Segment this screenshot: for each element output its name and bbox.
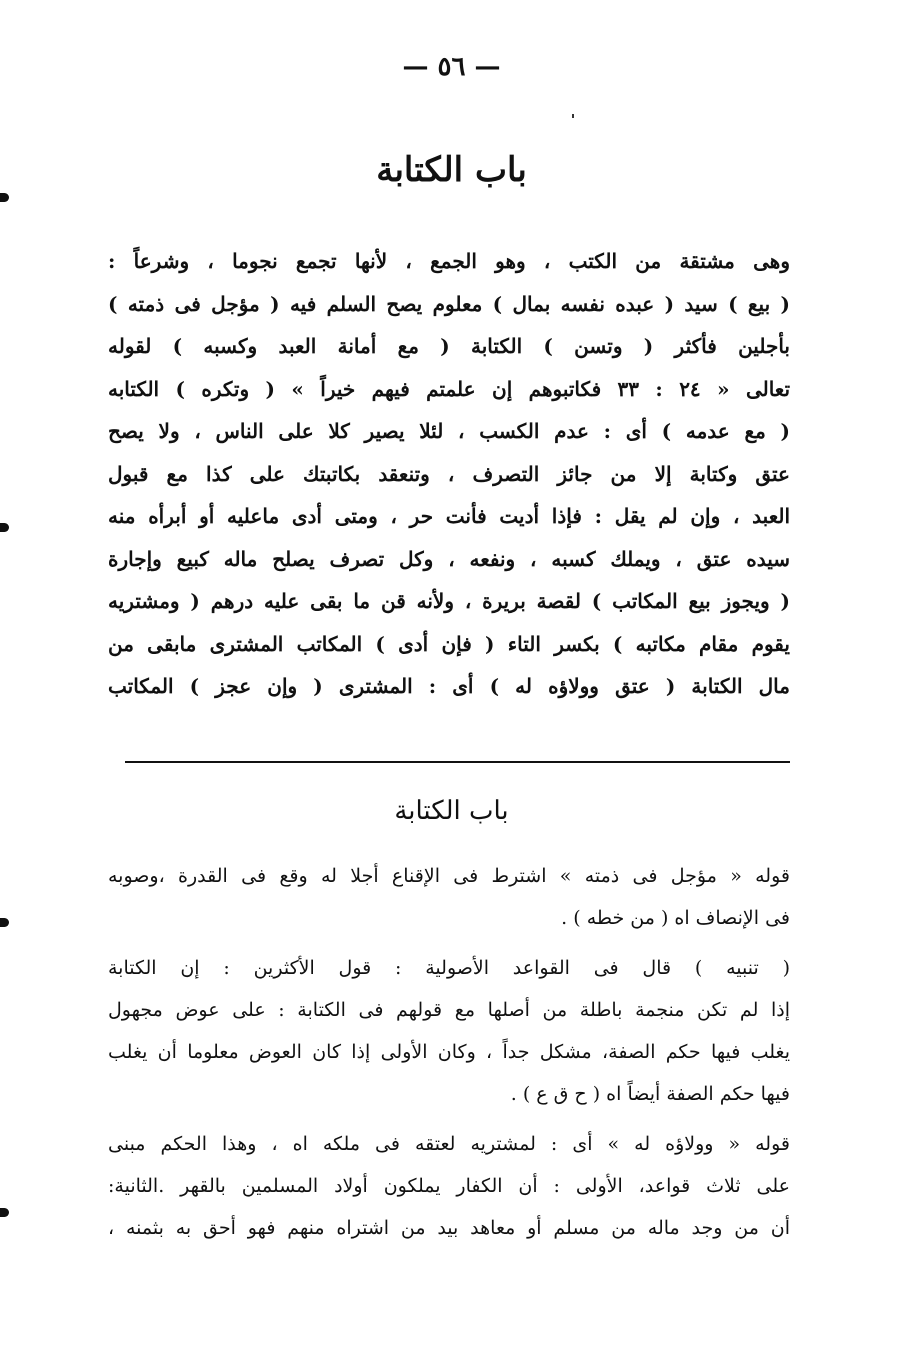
- footnote-line: يغلب فيها حكم الصفة، مشكل جداً ، وكان الأولى إذا كان العوض معلوما أن يغلب: [108, 1041, 790, 1063]
- footnote-line: على ثلاث قواعد، الأولى : أن الكفار يملكون أولاد المسلمين بالقهر .الثانية:: [108, 1175, 790, 1197]
- page-number: — ٥٦ —: [402, 52, 501, 82]
- chapter-title: باب الكتابة: [376, 150, 527, 190]
- binding-hole-mark: [0, 918, 9, 927]
- main-line: ( ويجوز بيع المكاتب ) لقصة بريرة ، ولأنه قن ما بقى عليه درهم ( ومشتريه: [108, 589, 790, 613]
- footnote-line: ( تنبيه ) قال فى القواعد الأصولية : قول الأكثرين : إن الكتابة: [108, 957, 790, 979]
- footnote-line: فى الإنصاف اه ( من خطه ) .: [561, 907, 790, 929]
- main-line: العبد ، وإن لم يقل : فإذا أديت فأنت حر ، ومتى أدى ماعليه أو أبرأه منه: [108, 504, 790, 528]
- footnote-line: قوله « مؤجل فى ذمته » اشترط فى الإقناع أجلا له وقع فى القدرة ،وصوبه: [108, 865, 790, 887]
- binding-hole-mark: [0, 523, 9, 532]
- footnote-line: أن من وجد ماله من مسلم أو معاهد بيد من اشتراه منهم فهو أحق به بثمنه ،: [108, 1217, 790, 1239]
- main-line: بأجلين فأكثر ( وتسن ) الكتابة ( مع أمانة العبد وكسبه ) لقوله: [108, 334, 790, 358]
- binding-hole-mark: [0, 193, 9, 202]
- main-line: ( مع عدمه ) أى : عدم الكسب ، لئلا يصير كلا على الناس ، ولا يصح: [108, 419, 790, 443]
- footnote-title: باب الكتابة: [394, 796, 509, 826]
- footnote-line: فيها حكم الصفة أيضاً اه ( ح ق ع ) .: [510, 1083, 790, 1105]
- main-line: يقوم مقام مكاتبه ) بكسر التاء ( فإن أدى ) المكاتب المشترى مابقى من: [108, 631, 790, 656]
- main-line: وهى مشتقة من الكتب ، وهو الجمع ، لأنها تجمع نجوما ، وشرعاً :: [108, 249, 790, 273]
- footnote-text: [108, 855, 790, 1249]
- main-text: [108, 240, 790, 708]
- main-line: سيده عتق ، ويملك كسبه ، ونفعه ، وكل تصرف يصلح ماله كبيع وإجارة: [108, 546, 790, 571]
- main-line: ( بيع ) سيد ( عبده نفسه بمال ) معلوم يصح السلم فيه ( مؤجل فى ذمته ): [108, 291, 790, 316]
- scan-speck: [572, 114, 574, 118]
- footnote-divider: [125, 761, 790, 763]
- binding-hole-mark: [0, 1208, 9, 1217]
- footnote-line: قوله « وولاؤه له » أى : لمشتريه لعتقه فى ملكه اه ، وهذا الحكم مبنى: [108, 1133, 790, 1155]
- paragraph-gap: [108, 939, 790, 947]
- main-line: عتق وكتابة إلا من جائز التصرف ، وتنعقد بكاتبتك على كذا مع قبول: [108, 461, 790, 486]
- main-line: تعالى « ٢٤ : ٣٣ فكاتبوهم إن علمتم فيهم خيراً » ( وتكره ) الكتابه: [108, 376, 790, 401]
- footnote-line: إذا لم تكن منجمة باطلة من أصلها مع قولهم فى الكتابة : على عوض مجهول: [108, 999, 790, 1021]
- paragraph-gap: [108, 1115, 790, 1123]
- main-line: مال الكتابة ( عتق وولاؤه له ) أى : المشترى ( وإن عجز ) المكاتب: [108, 674, 790, 698]
